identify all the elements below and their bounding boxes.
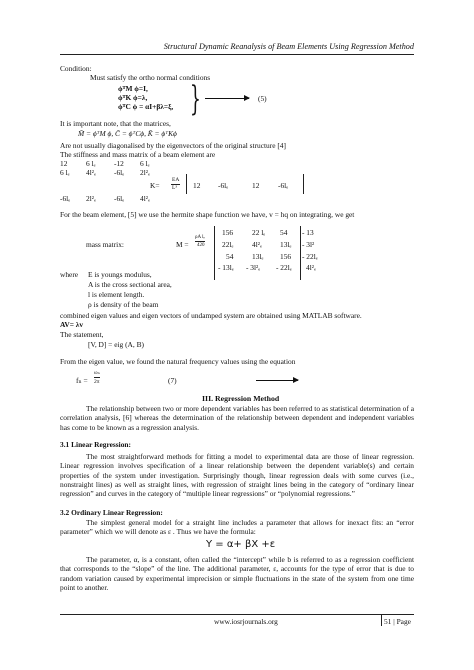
matrix-cell: 4l²ₑ — [86, 168, 96, 177]
where-label: where — [60, 270, 79, 279]
matrix-cell: 13lₑ — [252, 252, 264, 261]
m-fraction-num: ρA lₑ — [195, 235, 205, 242]
matrix-cell: 54 — [280, 228, 288, 237]
matrix-cell: 2l²ₑ — [140, 168, 150, 177]
right-brace-symbol: } — [190, 79, 201, 119]
matrices-note-line3: The stiffness and mass matrix of a beam element are — [60, 150, 216, 159]
m-matrix-right-bracket — [300, 226, 301, 280]
m-matrix-left-bracket — [214, 226, 215, 280]
matrices-note-line1: It is important note, that the matrices, — [60, 119, 171, 128]
matrix-cell: - 22lₑ — [302, 252, 318, 261]
k-fraction-num: EA — [172, 177, 180, 183]
matrix-cell: -6lₑ — [218, 181, 229, 190]
section-heading: III. Regression Method — [202, 394, 280, 403]
matrix-cell: - 3l² — [302, 240, 315, 249]
matrix-cell: 22 lₑ — [252, 228, 266, 237]
matrix-cell: 6 lₑ — [60, 168, 70, 177]
matrix-cell: -12 — [114, 159, 124, 168]
freq-num: ωₙ — [94, 370, 100, 376]
equation-orthonormal-c: ϕᵀC ϕ = αI+βλ=ξ, — [118, 102, 174, 111]
matrix-cell: 54 — [226, 252, 234, 261]
mass-matrix-label: mass matrix: — [86, 240, 124, 249]
ordinary-regression-paragraph: The simplest general model for a straight line includes a parameter that allows for inexact fits: an “error parameter” which we will denote as ε . Thus we have the formula: — [60, 518, 414, 537]
matrix-cell: -6lₑ — [278, 181, 289, 190]
freq-lhs: fₙ = — [76, 376, 88, 385]
matrix-cell: 22lₑ — [222, 240, 234, 249]
equation-arrow — [205, 98, 249, 99]
matrix-cell: -6lₑ — [114, 168, 125, 177]
m-label: M = — [176, 240, 189, 249]
matrix-cell: -6lₑ — [60, 194, 71, 203]
matrix-cell: - 3l²ₑ — [246, 263, 261, 272]
equation-orthonormal-k: ϕᵀK ϕ=λ, — [118, 93, 148, 102]
matrix-cell: - 13lₑ — [218, 263, 234, 272]
where-item: E is youngs modulus, — [88, 270, 152, 279]
journal-url: www.iosrjournals.org — [214, 617, 278, 626]
beam-element-text: For the beam element, [5] we use the hermite shape function we have, v = hq on integrating, we get — [60, 210, 355, 219]
section3-paragraph: The relationship between two or more dependent variables has been referred to as statistical determination of a correlation analysis, [6] whereas the determination of the relationship between dependent and independent variables has come to be known as a regression analysis. — [60, 404, 414, 432]
page-number: 51 | Page — [384, 617, 411, 626]
matrix-cell: 12 — [252, 181, 260, 190]
matrices-note-line2: Are not usually diagonalised by the eigenvectors of the original structure [4] — [60, 141, 286, 150]
matrix-cell: 156 — [280, 252, 292, 261]
equation-orthonormal-m: ϕᵀM ϕ=I, — [118, 84, 148, 93]
matrix-cell: 4l²ₑ — [140, 194, 150, 203]
equation-number-5: (5) — [258, 94, 267, 103]
natural-frequency-text: From the eigen value, we found the natural frequency values using the equation — [60, 357, 296, 366]
k-label: K= — [150, 181, 160, 190]
matrix-cell: 12 — [60, 159, 68, 168]
projected-matrices-formula: M̄ = ϕᵀM ϕ, C̄ = ϕᵀCϕ, K̄ = ϕᵀKϕ — [78, 129, 177, 138]
footer-separator — [381, 614, 382, 626]
subsection-heading-3-1: 3.1 Linear Regression: — [60, 440, 131, 449]
eig-text: combined eigen values and eigen vectors of undamped system are obtained using MATLAB software. — [60, 311, 362, 320]
running-header: Structural Dynamic Reanalysis of Beam Elements Using Regression Method — [163, 42, 414, 51]
freq-den: 2π — [94, 379, 100, 385]
parameter-paragraph: The parameter, α, is a constant, often called the “intercept” while b is referred to as a regression coefficient that corresponds to the “slope” of the line. The additional parameter, ε, accounts for the type of error that is due to random variation caused by experimental imprecision or simple fluctuations in the state of the system from one time point to another. — [60, 555, 414, 592]
k-matrix-left-bracket — [186, 174, 187, 194]
subsection-heading-3-2: 3.2 Ordinary Linear Regression: — [60, 508, 163, 517]
regression-formula: Y = α+ βX +ε — [206, 539, 276, 550]
where-item: A is the cross sectional area, — [88, 280, 172, 289]
equation-number-7: (7) — [168, 376, 177, 385]
matrix-cell: 2l²ₑ — [86, 194, 96, 203]
condition-label: Condition: — [60, 64, 92, 73]
footer-rule — [60, 614, 414, 615]
matlab-eig-call: [V, D] = eig (A, B) — [88, 340, 144, 349]
matrix-cell: 156 — [222, 228, 234, 237]
matrix-cell: - 13 — [302, 228, 314, 237]
matrix-cell: -6lₑ — [114, 194, 125, 203]
matrix-cell: 13lₑ — [280, 240, 292, 249]
k-fraction-den: L³ — [172, 185, 178, 191]
matrix-cell: 12 — [193, 181, 201, 190]
where-item: ρ is density of the beam — [88, 300, 159, 309]
equation-arrow — [256, 380, 298, 381]
matrix-cell: 6 lₑ — [86, 159, 96, 168]
matrix-cell: 4l²ₑ — [252, 240, 262, 249]
matrix-cell: - 22lₑ — [276, 263, 292, 272]
k-matrix-right-bracket — [303, 174, 304, 194]
linear-regression-paragraph: The most straightforward methods for fitting a model to experimental data are those of linear regression. Linear regression involves specification of a linear relationship between the dependent variable(s) and certain properties of the system under investigation. Surprisingly though, linear regression deals with some curves (i.e., nonstraight lines) as well as straight lines, with regression of straight lines being in the category of “ordinary linear regression” and curves in the category of “multiple linear regressions” or “polynomial regressions.” — [60, 452, 414, 498]
m-fraction-den: 420 — [197, 243, 205, 248]
matrix-cell: 6 lₑ — [140, 159, 150, 168]
eigen-equation: AV= λv — [60, 320, 84, 329]
where-item: l is element length. — [88, 290, 145, 299]
statement-label: The statement, — [60, 330, 104, 339]
condition-intro: Must satisfy the ortho normal conditions — [90, 73, 211, 82]
header-rule — [60, 54, 414, 55]
matrix-cell: 4l²ₑ — [306, 263, 316, 272]
